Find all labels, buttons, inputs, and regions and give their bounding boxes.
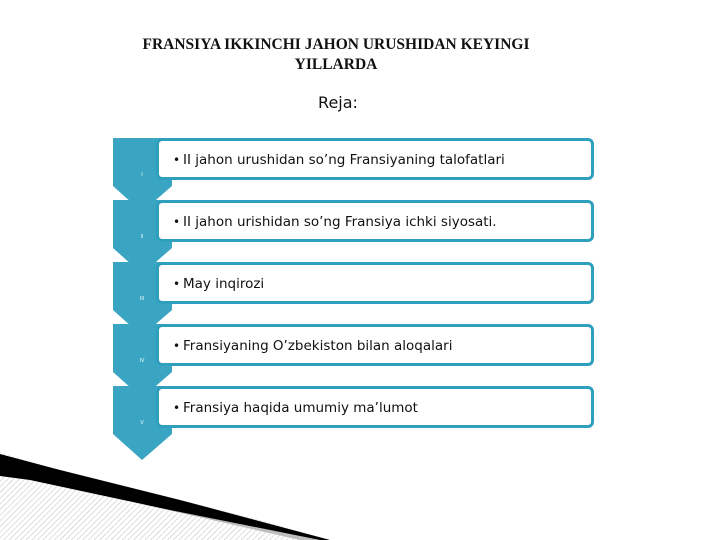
plan-item-text: • Fransiyaning O’zbekiston bilan aloqalari	[173, 338, 452, 354]
chevron-number-2: II	[140, 234, 144, 240]
plan-item-text: • May inqirozi	[173, 276, 264, 292]
plan-item-text: • II jahon urishidan so’ng Fransiya ichki siyosati.	[173, 214, 497, 230]
chevron-number-5: V	[140, 420, 144, 426]
chevron-number-4: IV	[139, 358, 145, 364]
chevron-number-1: I	[141, 172, 143, 178]
title-line-1: FRANSIYA IKKINCHI JAHON URUSHIDAN KEYINGI	[142, 36, 530, 53]
chevron-number-3: III	[139, 296, 145, 302]
title-line-2: YILLARDA	[294, 56, 378, 73]
plan-item-text: • Fransiya haqida umumiy ma’lumot	[173, 400, 418, 416]
plan-item-text: • II jahon urushidan so’ng Fransiyaning talofatlari	[173, 152, 505, 168]
subtitle: Reja:	[318, 93, 358, 112]
